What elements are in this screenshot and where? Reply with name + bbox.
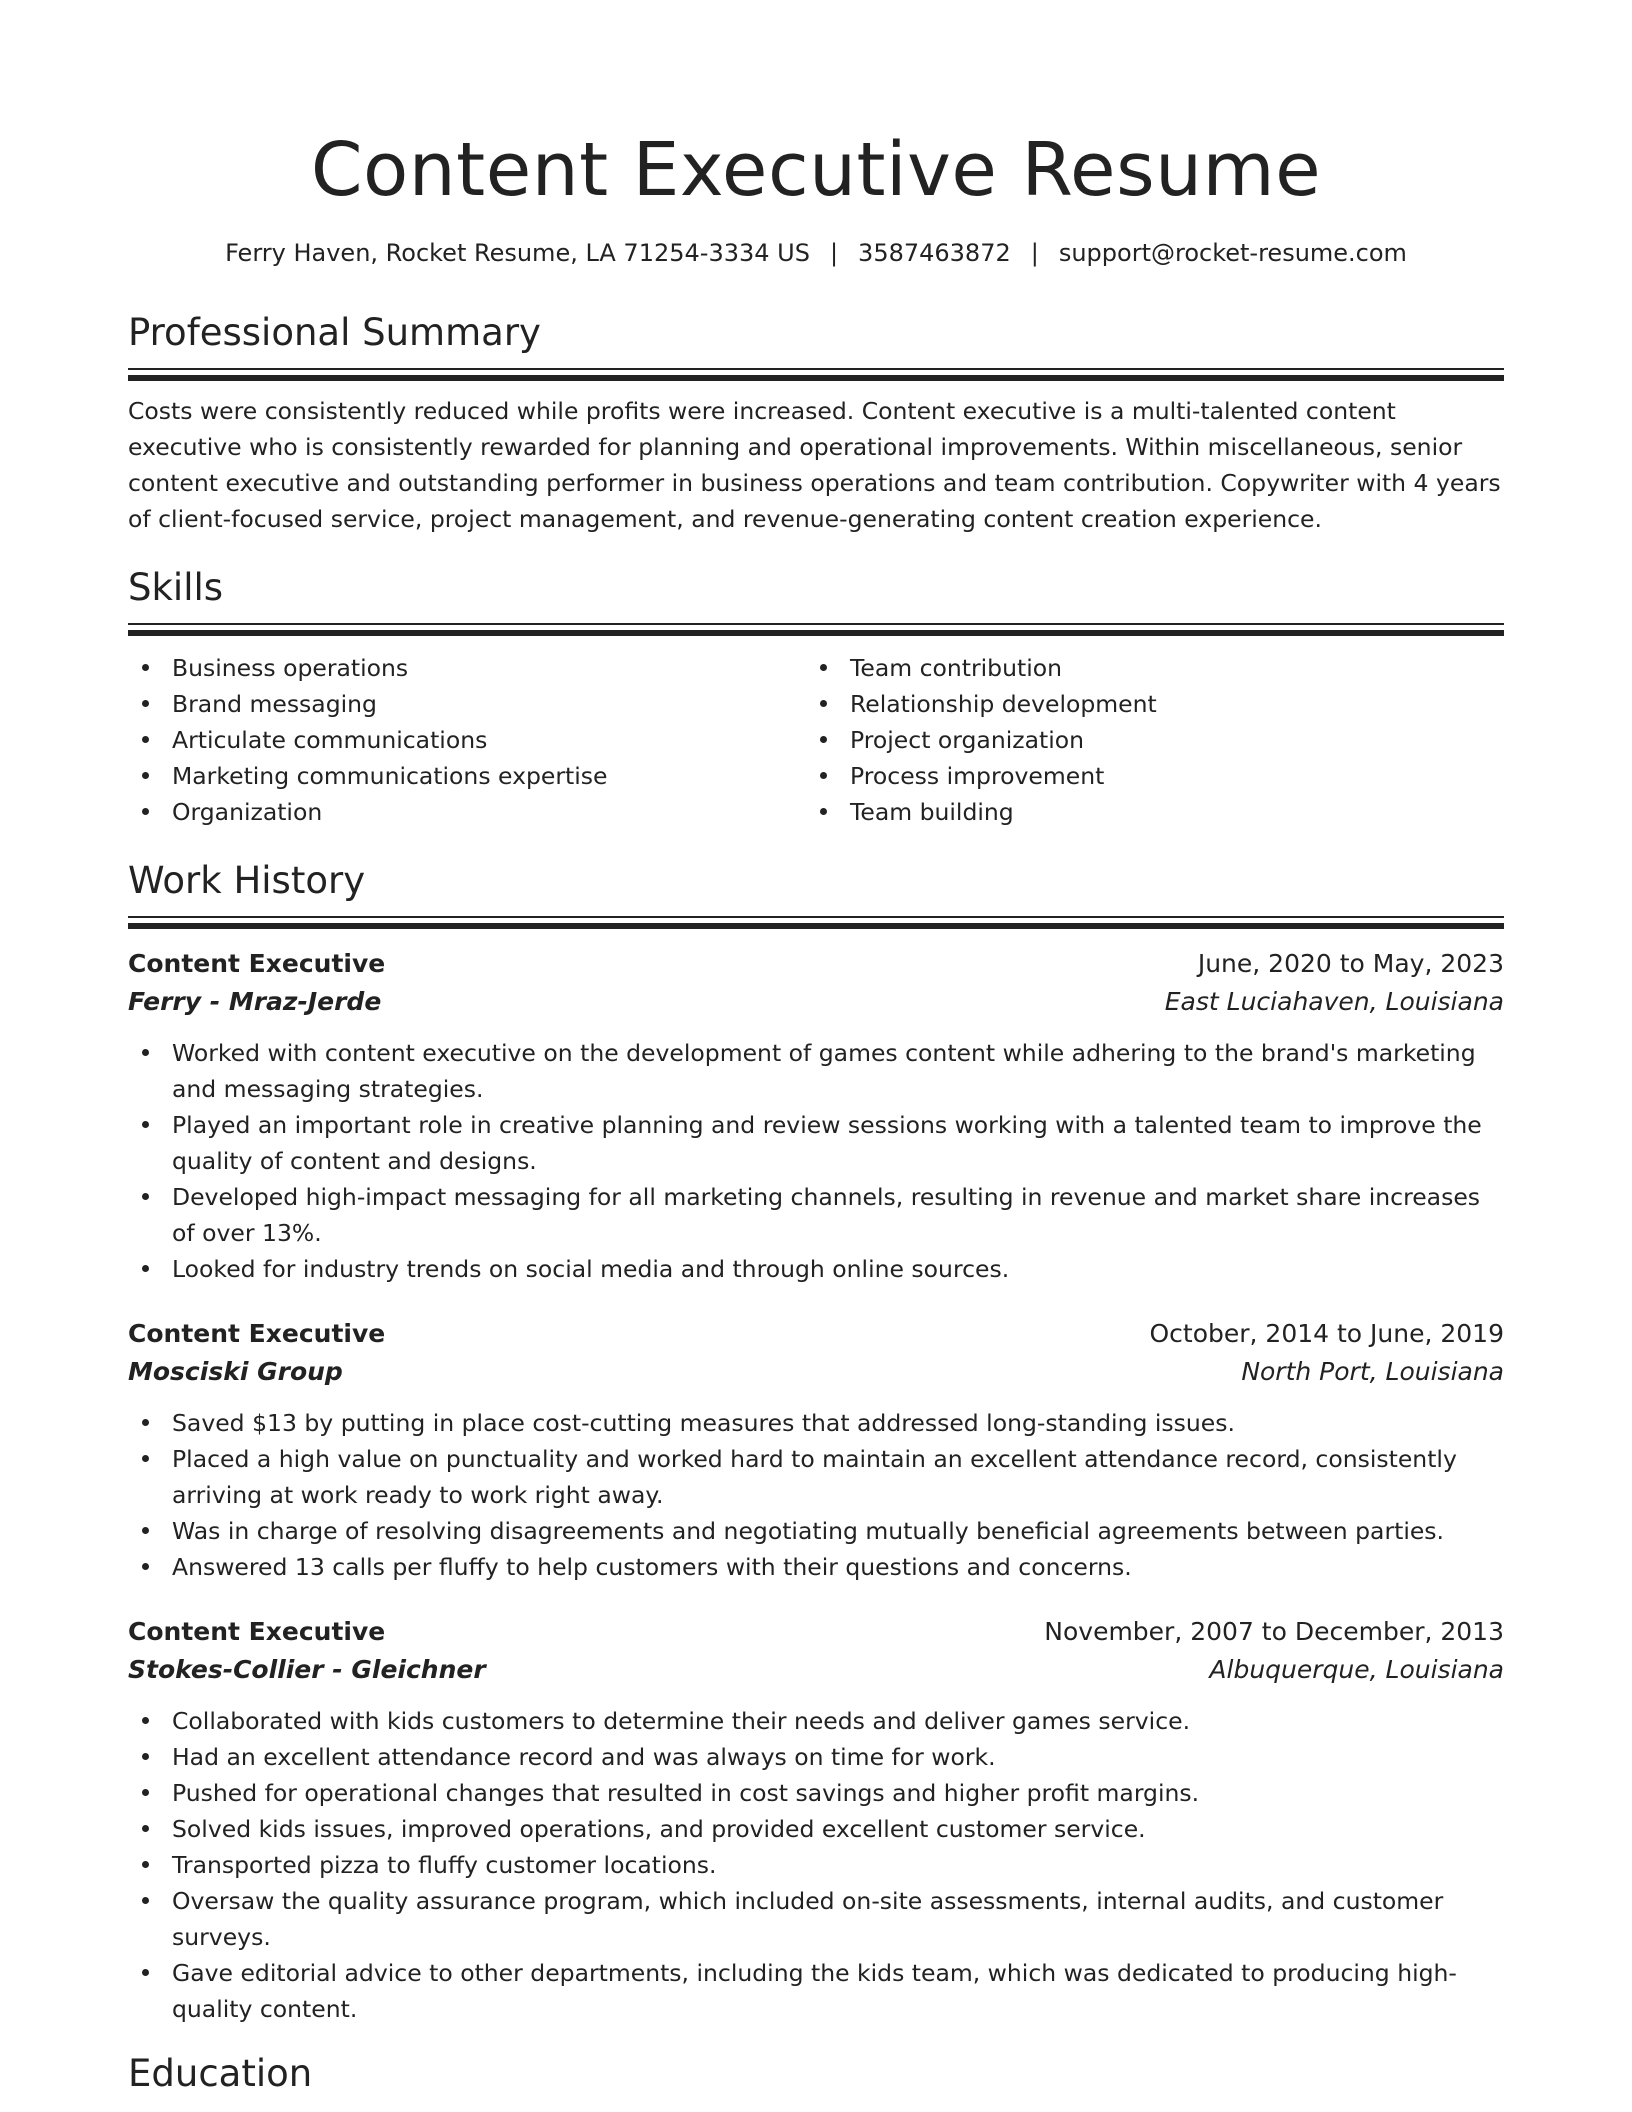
job-bullet: Worked with content executive on the development of games content while adhering to the brand's marketing and messaging strategies. [128, 1035, 1504, 1107]
section-divider [128, 923, 1504, 929]
job-bullets [128, 1703, 1504, 2027]
skill-item: Process improvement [806, 758, 1484, 794]
skill-item: Relationship development [806, 686, 1484, 722]
job-company: Stokes-Collier - Gleichner [128, 1655, 486, 1684]
job-bullet: Gave editorial advice to other departments, including the kids team, which was dedicated to producing high-quality content. [128, 1955, 1504, 2027]
job-entry [128, 1315, 1504, 1585]
job-bullet: Played an important role in creative planning and review sessions working with a talented team to improve the quality of content and designs. [128, 1107, 1504, 1179]
job-bullet: Solved kids issues, improved operations, and provided excellent customer service. [128, 1811, 1504, 1847]
job-entry [128, 1613, 1504, 2027]
job-bullet: Transported pizza to fluffy customer locations. [128, 1847, 1504, 1883]
job-bullet: Saved $13 by putting in place cost-cutting measures that addressed long-standing issues. [128, 1405, 1504, 1441]
section-divider [128, 916, 1504, 918]
job-header [128, 1315, 1504, 1353]
section-divider [128, 368, 1504, 370]
job-subheader [128, 1353, 1504, 1391]
skill-item: Brand messaging [128, 686, 806, 722]
contact-separator: | [829, 239, 839, 267]
job-company: Ferry - Mraz-Jerde [128, 987, 382, 1016]
contact-address: Ferry Haven, Rocket Resume, LA 71254-3334 US [225, 239, 810, 267]
skill-item: Articulate communications [128, 722, 806, 758]
summary-heading: Professional Summary [128, 311, 541, 354]
section-divider [128, 375, 1504, 381]
contact-email[interactable]: support@rocket-resume.com [1058, 239, 1407, 267]
job-dates: June, 2020 to May, 2023 [1197, 949, 1504, 978]
job-title: Content Executive [128, 1617, 386, 1646]
summary-text: Costs were consistently reduced while profits were increased. Content executive is a multi-talented content executive who is consistently rewarded for planning and operational improvements. Within miscellaneous, senior content executive and outstanding performer in business operations and team contribution. Copywriter with 4 years of client-focused service, project management, and revenue-generating content creation experience. [128, 397, 1501, 533]
job-bullet: Collaborated with kids customers to determine their needs and deliver games service. [128, 1703, 1504, 1739]
job-bullets [128, 1035, 1504, 1287]
skills-column-right [806, 650, 1484, 830]
job-bullet: Had an excellent attendance record and was always on time for work. [128, 1739, 1504, 1775]
contact-separator: | [1030, 239, 1039, 267]
resume-page [128, 0, 1504, 2099]
resume-title: Content Executive Resume [310, 127, 1322, 213]
job-header [128, 1613, 1504, 1651]
summary-section [128, 308, 1504, 537]
skills-list [128, 650, 1504, 830]
job-location: Albuquerque, Louisiana [1209, 1655, 1504, 1684]
skill-item: Project organization [806, 722, 1484, 758]
job-location: North Port, Louisiana [1241, 1357, 1504, 1386]
job-bullet: Pushed for operational changes that resulted in cost savings and higher profit margins. [128, 1775, 1504, 1811]
work-history-section [128, 856, 1504, 2027]
job-header [128, 945, 1504, 983]
skill-item: Marketing communications expertise [128, 758, 806, 794]
skills-column-left [128, 650, 806, 830]
section-divider [128, 623, 1504, 625]
contact-phone: 3587463872 [858, 239, 1011, 267]
job-bullet: Answered 13 calls per fluffy to help customers with their questions and concerns. [128, 1549, 1504, 1585]
job-subheader [128, 1651, 1504, 1689]
skill-item: Team contribution [806, 650, 1484, 686]
job-bullet: Developed high-impact messaging for all marketing channels, resulting in revenue and market share increases of over 13%. [128, 1179, 1504, 1251]
job-bullet: Oversaw the quality assurance program, which included on-site assessments, internal audits, and customer surveys. [128, 1883, 1504, 1955]
job-dates: October, 2014 to June, 2019 [1149, 1319, 1504, 1348]
work-history-heading: Work History [128, 859, 366, 902]
skills-heading: Skills [128, 566, 224, 609]
job-title: Content Executive [128, 949, 386, 978]
job-title: Content Executive [128, 1319, 386, 1348]
job-bullet: Looked for industry trends on social media and through online sources. [128, 1251, 1504, 1287]
contact-line [128, 236, 1504, 270]
skill-item: Business operations [128, 650, 806, 686]
skill-item: Organization [128, 794, 806, 830]
job-entry [128, 945, 1504, 1287]
skills-section [128, 563, 1504, 830]
job-bullet: Was in charge of resolving disagreements and negotiating mutually beneficial agreements between parties. [128, 1513, 1504, 1549]
job-dates: November, 2007 to December, 2013 [1044, 1617, 1504, 1646]
education-heading: Education [128, 2052, 313, 2095]
job-location: East Luciahaven, Louisiana [1164, 987, 1504, 1016]
skill-item: Team building [806, 794, 1484, 830]
job-bullet: Placed a high value on punctuality and worked hard to maintain an excellent attendance record, consistently arriving at work ready to work right away. [128, 1441, 1504, 1513]
job-subheader [128, 983, 1504, 1021]
job-bullets [128, 1405, 1504, 1585]
section-divider [128, 630, 1504, 636]
job-company: Mosciski Group [128, 1357, 343, 1386]
education-section [128, 2049, 1504, 2099]
